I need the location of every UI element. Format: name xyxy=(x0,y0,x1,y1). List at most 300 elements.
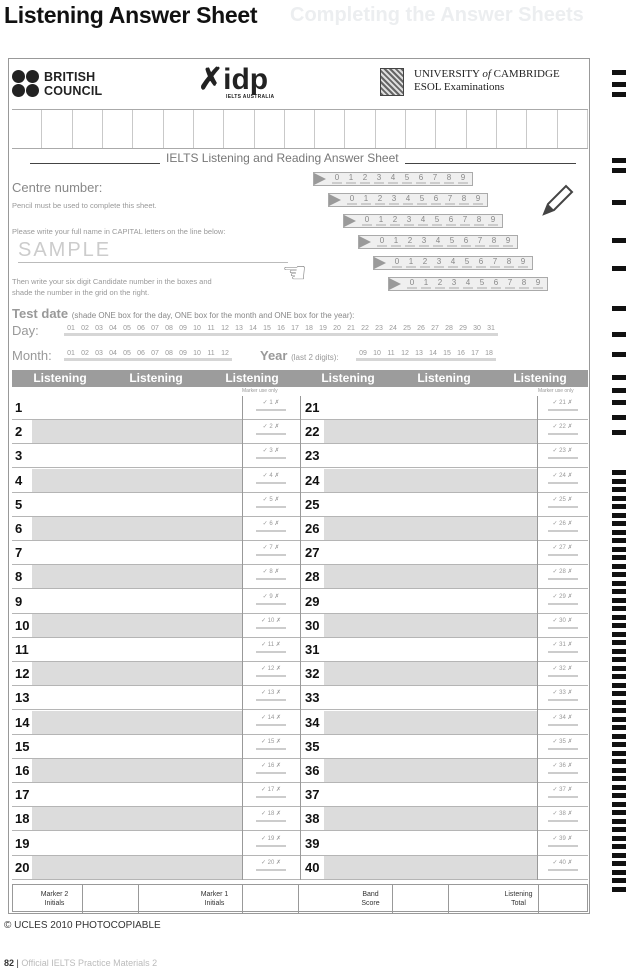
day-bubble[interactable]: 02 xyxy=(78,325,92,336)
candidate-digit-row xyxy=(328,193,488,207)
candidate-digit-bubble[interactable]: 4 xyxy=(388,174,398,184)
marker-box[interactable] xyxy=(537,686,588,710)
pointing-hand-icon: ☜ xyxy=(282,257,308,288)
candidate-digit-bubble[interactable]: 5 xyxy=(417,195,427,205)
question-number: 38 xyxy=(305,811,320,827)
day-bubble[interactable]: 30 xyxy=(470,325,484,336)
answer-field[interactable] xyxy=(32,856,242,879)
cross-icon: ✗ xyxy=(567,593,573,600)
answer-field[interactable] xyxy=(324,783,537,806)
marker-qnum: 26 xyxy=(559,521,566,527)
marker-box[interactable] xyxy=(537,565,588,589)
candidate-digit-bubble[interactable]: 7 xyxy=(460,216,470,226)
marker-box[interactable] xyxy=(537,638,588,662)
timing-mark xyxy=(612,598,626,603)
day-bubble[interactable]: 15 xyxy=(260,325,274,336)
day-bubble[interactable]: 18 xyxy=(302,325,316,336)
day-bubble[interactable]: 14 xyxy=(246,325,260,336)
day-bubble[interactable]: 04 xyxy=(106,325,120,336)
month-bubble[interactable]: 07 xyxy=(148,350,162,361)
year-bubble[interactable]: 11 xyxy=(384,350,398,361)
answer-field[interactable] xyxy=(32,638,242,661)
answer-field[interactable] xyxy=(32,783,242,806)
marker-box[interactable] xyxy=(242,856,300,880)
candidate-digit-bubble[interactable]: 7 xyxy=(490,258,500,268)
answer-field[interactable] xyxy=(324,469,537,492)
year-bubble[interactable]: 18 xyxy=(482,350,496,361)
day-bubble[interactable]: 05 xyxy=(120,325,134,336)
listening-total-box[interactable] xyxy=(539,885,587,913)
marker-box[interactable] xyxy=(242,662,300,686)
candidate-digit-bubble[interactable]: 8 xyxy=(489,237,499,247)
answer-field[interactable] xyxy=(32,396,242,419)
timing-mark xyxy=(612,266,626,271)
answer-field[interactable] xyxy=(324,735,537,758)
marker-qnum: 33 xyxy=(559,690,566,697)
answer-field[interactable] xyxy=(32,469,242,492)
day-bubble[interactable]: 10 xyxy=(190,325,204,336)
marker-qnum: 23 xyxy=(559,448,566,455)
candidate-digit-bubble[interactable]: 1 xyxy=(361,195,371,205)
year-bubble[interactable]: 17 xyxy=(468,350,482,361)
candidate-digit-bubble[interactable]: 9 xyxy=(458,174,468,184)
marker-box[interactable] xyxy=(537,735,588,759)
candidate-digit-bubble[interactable]: 9 xyxy=(518,258,528,268)
answer-field[interactable] xyxy=(32,614,242,637)
marker-box[interactable] xyxy=(242,638,300,662)
candidate-digit-bubble[interactable]: 9 xyxy=(503,237,513,247)
day-bubble[interactable]: 16 xyxy=(274,325,288,336)
answer-field[interactable] xyxy=(32,686,242,709)
marker-box[interactable] xyxy=(242,832,300,856)
answer-field[interactable] xyxy=(32,662,242,685)
day-bubble[interactable]: 26 xyxy=(414,325,428,336)
day-bubble[interactable]: 13 xyxy=(232,325,246,336)
marker-box[interactable] xyxy=(537,759,588,783)
candidate-digit-bubble[interactable]: 9 xyxy=(488,216,498,226)
tick-icon: ✓ xyxy=(552,763,558,769)
answer-field[interactable] xyxy=(324,759,537,782)
candidate-digit-bubble[interactable]: 0 xyxy=(332,174,342,184)
day-bubble[interactable]: 09 xyxy=(176,325,190,336)
answer-field[interactable] xyxy=(324,856,537,879)
score-footer xyxy=(12,884,588,912)
marker-box[interactable] xyxy=(537,396,588,420)
timing-mark xyxy=(612,158,626,163)
candidate-digit-bubble[interactable]: 1 xyxy=(406,258,416,268)
candidate-digit-bubble[interactable]: 0 xyxy=(407,279,417,289)
answer-field[interactable] xyxy=(32,565,242,588)
cambridge-esol: ESOL Examinations xyxy=(414,81,505,93)
listening-total-label xyxy=(499,885,539,913)
month-bubble[interactable]: 02 xyxy=(78,350,92,361)
candidate-digit-bubble[interactable]: 6 xyxy=(461,237,471,247)
marker-qnum: 25 xyxy=(559,496,566,503)
candidate-digit-bubble[interactable]: 2 xyxy=(360,174,370,184)
marker-box[interactable] xyxy=(242,590,300,614)
cambridge-crest-icon xyxy=(380,68,404,96)
marker-use-left: Marker use only xyxy=(242,388,278,394)
candidate-digit-bubble[interactable]: 6 xyxy=(476,258,486,268)
marker-box[interactable] xyxy=(537,517,588,541)
marker-box[interactable] xyxy=(537,783,588,807)
marker-bubble xyxy=(256,724,286,726)
tick-icon: ✓ xyxy=(552,617,558,624)
tick-icon: ✓ xyxy=(552,521,558,527)
timing-mark xyxy=(612,870,626,875)
tick-icon: ✓ xyxy=(552,400,558,406)
candidate-digit-bubble[interactable]: 5 xyxy=(402,174,412,184)
marker-bubble xyxy=(548,772,578,774)
marker-labels xyxy=(12,387,588,396)
candidate-digit-bubble[interactable]: 3 xyxy=(434,258,444,268)
answer-field[interactable] xyxy=(32,517,242,540)
day-bubble[interactable]: 22 xyxy=(358,325,372,336)
answer-field[interactable] xyxy=(32,444,242,467)
marker-box[interactable] xyxy=(537,711,588,735)
marker-box[interactable] xyxy=(537,856,588,880)
candidate-digit-bubble[interactable]: 4 xyxy=(463,279,473,289)
question-number: 10 xyxy=(15,617,30,633)
marker-box[interactable] xyxy=(242,420,300,444)
day-bubble[interactable]: 06 xyxy=(134,325,148,336)
question-number: 39 xyxy=(305,835,320,851)
marker-box[interactable] xyxy=(242,686,300,710)
answer-field[interactable] xyxy=(324,590,537,613)
timing-mark xyxy=(612,70,626,75)
marker-box[interactable] xyxy=(242,469,300,493)
answer-field[interactable] xyxy=(324,444,537,467)
day-bubble[interactable]: 28 xyxy=(442,325,456,336)
marker-box[interactable] xyxy=(537,662,588,686)
marker-box[interactable] xyxy=(537,614,588,638)
marker-box[interactable] xyxy=(537,444,588,468)
marker1-line1: Marker 1 xyxy=(200,891,229,898)
day-label: Day: xyxy=(12,323,39,338)
marker-box[interactable] xyxy=(242,565,300,589)
candidate-digit-bubble[interactable]: 6 xyxy=(416,174,426,184)
candidate-digit-bubble[interactable]: 7 xyxy=(430,174,440,184)
answer-field[interactable] xyxy=(324,686,537,709)
candidate-digit-row xyxy=(343,214,503,228)
year-bubble[interactable]: 16 xyxy=(454,350,468,361)
month-bubble[interactable]: 11 xyxy=(204,350,218,361)
marker-box[interactable] xyxy=(242,541,300,565)
marker-box[interactable] xyxy=(242,759,300,783)
page-number: 82 xyxy=(4,958,15,968)
ghost-heading: Completing the Answer Sheets xyxy=(290,4,584,26)
pencil-note: Pencil must be used to complete this sheet. xyxy=(12,201,157,210)
timing-mark xyxy=(612,238,626,243)
answer-field[interactable] xyxy=(32,832,242,855)
timing-mark xyxy=(612,768,626,773)
marker-bubble xyxy=(256,433,286,435)
day-bubble[interactable]: 11 xyxy=(204,325,218,336)
answer-field[interactable] xyxy=(324,662,537,685)
day-bubble[interactable]: 08 xyxy=(162,325,176,336)
marker-qnum: 1 xyxy=(269,400,273,406)
day-bubble[interactable]: 01 xyxy=(64,325,78,336)
month-bubble[interactable]: 09 xyxy=(176,350,190,361)
day-bubble[interactable]: 24 xyxy=(386,325,400,336)
answer-field[interactable] xyxy=(324,638,537,661)
candidate-digit-bubble[interactable]: 7 xyxy=(475,237,485,247)
timing-mark xyxy=(612,470,626,475)
day-bubble[interactable]: 21 xyxy=(344,325,358,336)
marker-box[interactable] xyxy=(537,807,588,831)
answer-field[interactable] xyxy=(32,541,242,564)
answer-field[interactable] xyxy=(324,832,537,855)
day-bubble[interactable]: 31 xyxy=(484,325,498,336)
cross-icon: ✗ xyxy=(567,496,573,503)
candidate-digit-bubble[interactable]: 8 xyxy=(519,279,529,289)
name-entry-boxes[interactable] xyxy=(12,109,588,149)
marker-bubble xyxy=(256,675,286,677)
candidate-digit-bubble[interactable]: 0 xyxy=(392,258,402,268)
day-bubble[interactable]: 12 xyxy=(218,325,232,336)
candidate-digit-bubble[interactable]: 0 xyxy=(362,216,372,226)
marker-qnum: 10 xyxy=(267,617,275,624)
year-bubble[interactable]: 14 xyxy=(426,350,440,361)
timing-mark xyxy=(612,649,626,654)
marker-qnum: 28 xyxy=(559,569,566,576)
question-number: 35 xyxy=(305,738,320,754)
day-bubble[interactable]: 29 xyxy=(456,325,470,336)
question-number: 36 xyxy=(305,763,320,778)
answer-field[interactable] xyxy=(324,420,537,443)
answer-field[interactable] xyxy=(32,493,242,516)
marker-box[interactable] xyxy=(537,493,588,517)
month-bubble[interactable]: 08 xyxy=(162,350,176,361)
candidate-digit-bubble[interactable]: 2 xyxy=(375,195,385,205)
candidate-digit-bubble[interactable]: 4 xyxy=(448,258,458,268)
row-arrow-icon xyxy=(389,278,401,290)
tick-icon: ✓ xyxy=(552,472,558,479)
candidate-digit-bubble[interactable]: 4 xyxy=(403,195,413,205)
marker2-line1: Marker 2 xyxy=(40,891,69,898)
year-bubble[interactable]: 15 xyxy=(440,350,454,361)
question-number: 40 xyxy=(305,859,320,875)
candidate-digit-bubble[interactable]: 7 xyxy=(505,279,515,289)
answer-field[interactable] xyxy=(324,541,537,564)
question-number: 34 xyxy=(305,714,320,730)
col-header-2: Listening xyxy=(129,371,183,385)
marker-qnum: 34 xyxy=(559,714,566,721)
marker-box[interactable] xyxy=(537,590,588,614)
tick-icon: ✓ xyxy=(260,859,266,866)
question-number: 32 xyxy=(305,666,320,682)
timing-mark xyxy=(612,691,626,696)
candidate-digit-bubble[interactable]: 3 xyxy=(419,237,429,247)
marker-box[interactable] xyxy=(242,614,300,638)
marker-box[interactable] xyxy=(242,783,300,807)
candidate-digit-bubble[interactable]: 0 xyxy=(377,237,387,247)
marker-box[interactable] xyxy=(537,420,588,444)
candidate-instruction-2: shade the number in the grid on the right. xyxy=(12,288,150,297)
divider-left-marker xyxy=(242,396,243,880)
month-bubble[interactable]: 01 xyxy=(64,350,78,361)
year-bubble[interactable]: 12 xyxy=(398,350,412,361)
answer-field[interactable] xyxy=(32,590,242,613)
candidate-digit-bubble[interactable]: 1 xyxy=(391,237,401,247)
marker-qnum: 38 xyxy=(559,811,566,818)
question-number: 29 xyxy=(305,593,320,609)
candidate-digit-bubble[interactable]: 5 xyxy=(432,216,442,226)
tick-icon: ✓ xyxy=(552,738,558,745)
candidate-digit-bubble[interactable]: 5 xyxy=(477,279,487,289)
idp-figure-icon: ✗ xyxy=(198,63,224,96)
tick-icon: ✓ xyxy=(552,787,558,794)
candidate-digit-bubble[interactable]: 3 xyxy=(404,216,414,226)
answer-field[interactable] xyxy=(32,735,242,758)
candidate-digit-bubble[interactable]: 3 xyxy=(374,174,384,184)
marker-bubble xyxy=(548,554,578,556)
candidate-digit-bubble[interactable]: 3 xyxy=(389,195,399,205)
candidate-digit-bubble[interactable]: 2 xyxy=(420,258,430,268)
band-score-label xyxy=(349,885,393,913)
candidate-digit-bubble[interactable]: 2 xyxy=(435,279,445,289)
marker-bubble xyxy=(548,796,578,798)
candidate-digit-bubble[interactable]: 9 xyxy=(473,195,483,205)
question-number: 14 xyxy=(15,714,30,730)
row-arrow-icon xyxy=(314,173,326,185)
year-bubble[interactable]: 13 xyxy=(412,350,426,361)
cross-icon: ✗ xyxy=(567,448,573,455)
answer-field[interactable] xyxy=(32,807,242,830)
marker-box[interactable] xyxy=(242,493,300,517)
candidate-digit-bubble[interactable]: 0 xyxy=(347,195,357,205)
candidate-digit-bubble[interactable]: 8 xyxy=(459,195,469,205)
month-bubble[interactable]: 03 xyxy=(92,350,106,361)
day-bubble[interactable]: 20 xyxy=(330,325,344,336)
tick-icon: ✓ xyxy=(262,593,268,600)
question-number: 6 xyxy=(15,521,23,536)
marker-qnum: 21 xyxy=(559,400,566,406)
answer-field[interactable] xyxy=(32,711,242,734)
timing-mark xyxy=(612,564,626,569)
answer-field[interactable] xyxy=(324,807,537,830)
total-line1: Listening xyxy=(504,891,533,898)
candidate-digit-bubble[interactable]: 4 xyxy=(433,237,443,247)
question-number: 23 xyxy=(305,448,320,464)
marker-bubble xyxy=(548,675,578,677)
day-bubble[interactable]: 19 xyxy=(316,325,330,336)
month-bubble[interactable]: 10 xyxy=(190,350,204,361)
candidate-digit-bubble[interactable]: 8 xyxy=(474,216,484,226)
marker2-initials-box[interactable] xyxy=(83,885,139,913)
month-bubble[interactable]: 04 xyxy=(106,350,120,361)
year-label: Year xyxy=(260,348,288,363)
candidate-digit-bubble[interactable]: 5 xyxy=(447,237,457,247)
marker-box[interactable] xyxy=(242,807,300,831)
marker-qnum: 30 xyxy=(559,617,566,624)
candidate-name-field[interactable]: SAMPLE xyxy=(18,239,288,263)
answer-field[interactable] xyxy=(324,517,537,540)
marker-box[interactable] xyxy=(537,469,588,493)
candidate-digit-bubble[interactable]: 8 xyxy=(444,174,454,184)
answer-field[interactable] xyxy=(32,759,242,782)
cross-icon: ✗ xyxy=(567,521,573,527)
cross-icon: ✗ xyxy=(567,569,573,576)
col-header-1: Listening xyxy=(33,371,87,385)
year-bubble[interactable]: 09 xyxy=(356,350,370,361)
answer-field[interactable] xyxy=(324,493,537,516)
year-bubble[interactable]: 10 xyxy=(370,350,384,361)
timing-mark xyxy=(612,430,626,435)
timing-mark xyxy=(612,844,626,849)
answer-field[interactable] xyxy=(324,396,537,419)
timing-mark xyxy=(612,878,626,883)
candidate-digit-bubble[interactable]: 3 xyxy=(449,279,459,289)
tick-icon: ✓ xyxy=(552,448,558,455)
day-bubble[interactable]: 03 xyxy=(92,325,106,336)
answer-field[interactable] xyxy=(324,614,537,637)
candidate-digit-bubble[interactable]: 8 xyxy=(504,258,514,268)
candidate-digit-bubble[interactable]: 2 xyxy=(390,216,400,226)
marker-box[interactable] xyxy=(242,444,300,468)
timing-mark xyxy=(612,538,626,543)
marker-box[interactable] xyxy=(537,832,588,856)
total-line2: Total xyxy=(511,900,526,907)
day-bubble[interactable]: 07 xyxy=(148,325,162,336)
cross-icon: ✗ xyxy=(274,545,280,552)
marker-qnum: 27 xyxy=(559,545,566,552)
day-bubble[interactable]: 17 xyxy=(288,325,302,336)
question-number: 3 xyxy=(15,448,23,464)
day-bubble[interactable]: 25 xyxy=(400,325,414,336)
question-number: 24 xyxy=(305,472,320,488)
marker-box[interactable] xyxy=(242,735,300,759)
marker-box[interactable] xyxy=(242,396,300,420)
marker-box[interactable] xyxy=(242,517,300,541)
marker1-initials-box[interactable] xyxy=(243,885,299,913)
month-bubble[interactable]: 05 xyxy=(120,350,134,361)
marker-box[interactable] xyxy=(537,541,588,565)
candidate-digit-bubble[interactable]: 4 xyxy=(418,216,428,226)
candidate-digit-bubble[interactable]: 2 xyxy=(405,237,415,247)
candidate-digit-bubble[interactable]: 9 xyxy=(533,279,543,289)
month-bubble[interactable]: 06 xyxy=(134,350,148,361)
marker-qnum: 12 xyxy=(267,666,275,673)
candidate-digit-bubble[interactable]: 6 xyxy=(446,216,456,226)
marker-bubble xyxy=(256,772,286,774)
marker-qnum: 32 xyxy=(559,666,566,673)
cross-icon: ✗ xyxy=(567,400,573,406)
band-score-box[interactable] xyxy=(393,885,449,913)
answer-field[interactable] xyxy=(32,420,242,443)
marker-box[interactable] xyxy=(242,711,300,735)
row-arrow-icon xyxy=(374,257,386,269)
timing-mark xyxy=(612,785,626,790)
day-bubble[interactable]: 27 xyxy=(428,325,442,336)
candidate-digit-bubble[interactable]: 1 xyxy=(421,279,431,289)
cross-icon: ✗ xyxy=(276,666,282,673)
answer-field[interactable] xyxy=(324,565,537,588)
marker-qnum: 16 xyxy=(267,763,275,769)
candidate-digit-bubble[interactable]: 6 xyxy=(491,279,501,289)
candidate-digit-bubble[interactable]: 5 xyxy=(462,258,472,268)
candidate-digit-bubble[interactable]: 7 xyxy=(445,195,455,205)
answer-field[interactable] xyxy=(324,711,537,734)
candidate-digit-bubble[interactable]: 1 xyxy=(376,216,386,226)
candidate-digit-row xyxy=(358,235,518,249)
month-bubble[interactable]: 12 xyxy=(218,350,232,361)
day-bubble[interactable]: 23 xyxy=(372,325,386,336)
candidate-digit-bubble[interactable]: 6 xyxy=(431,195,441,205)
marker-bubble xyxy=(256,554,286,556)
candidate-digit-bubble[interactable]: 1 xyxy=(346,174,356,184)
question-number: 31 xyxy=(305,642,320,657)
